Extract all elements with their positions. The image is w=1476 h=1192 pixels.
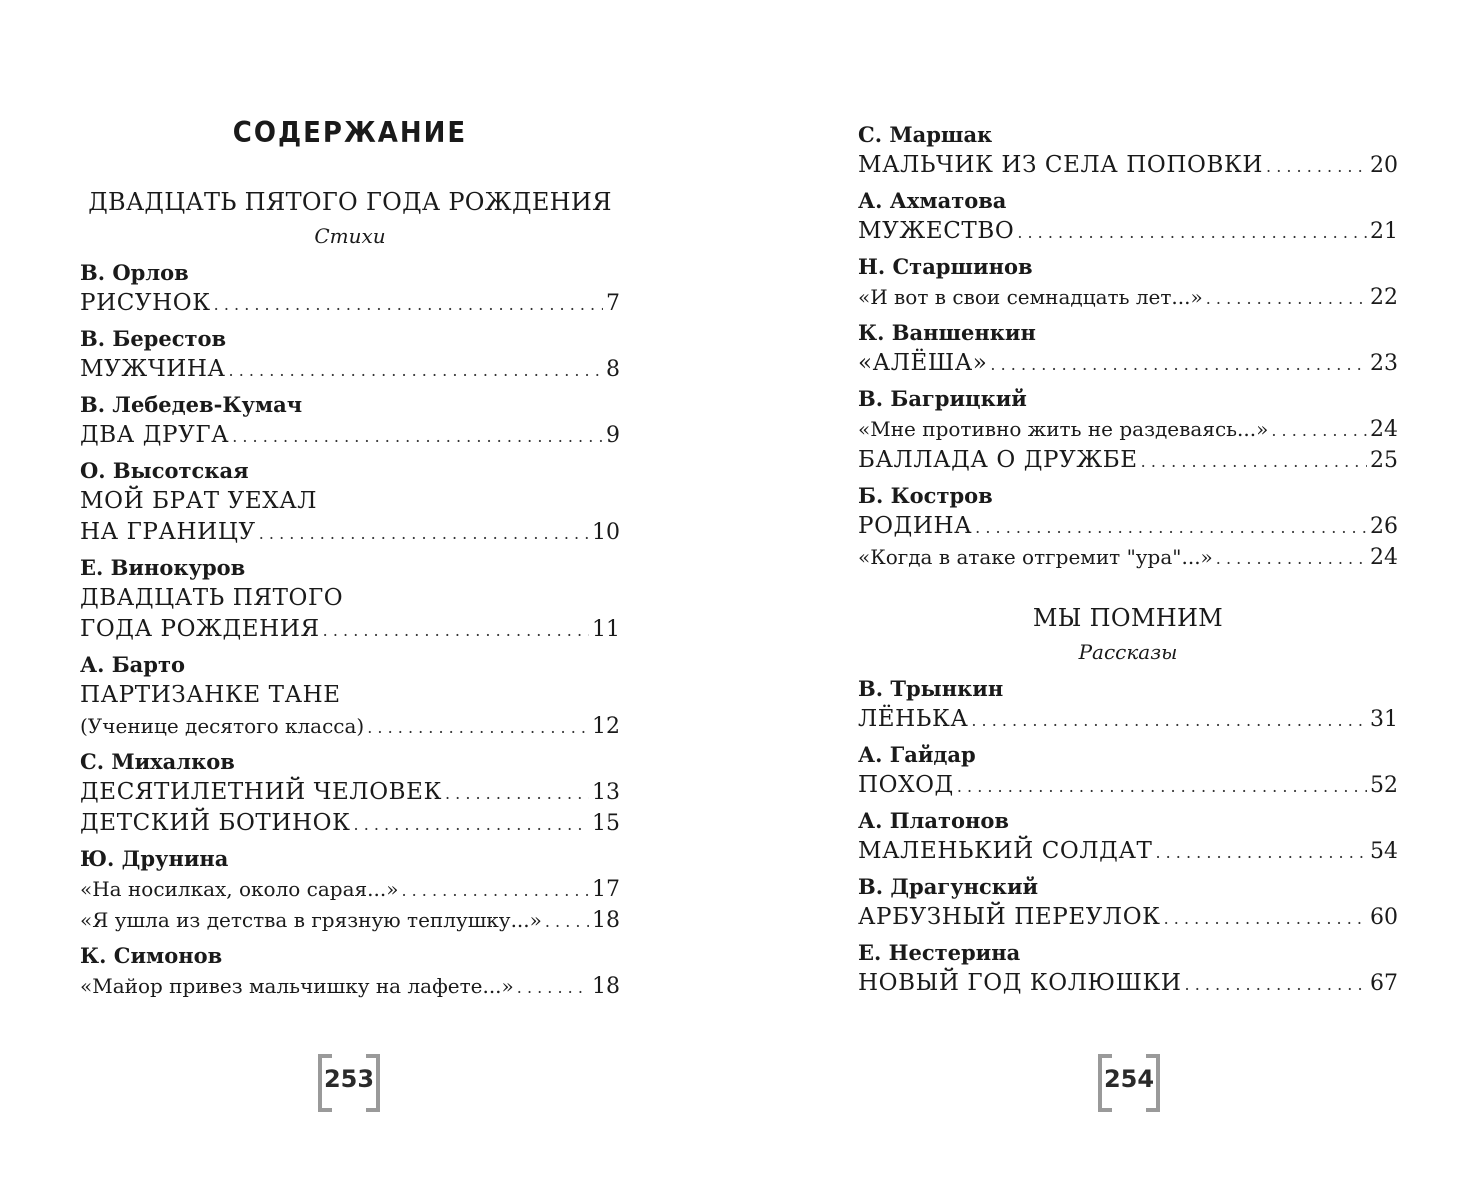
leader-dots [1017, 217, 1367, 248]
page-number-right: 254 [1098, 1054, 1160, 1104]
toc-entry[interactable] [858, 542, 1398, 573]
leader-dots [990, 349, 1367, 380]
entry-page: 12 [592, 714, 620, 739]
entry-title-line[interactable]: МОЙ БРАТ УЕХАЛ [80, 488, 318, 514]
leader-dots [957, 771, 1367, 802]
entry-page: 8 [606, 357, 620, 382]
toc-author: С. Маршак [858, 122, 993, 147]
toc-author: К. Ваншенкин [858, 320, 1036, 345]
toc-entry[interactable] [858, 968, 1398, 999]
entry-title: «И вот в свои семнадцать лет...» [858, 285, 1203, 309]
entry-title: ГОДА РОЖДЕНИЯ [80, 616, 320, 642]
entry-title: БАЛЛАДА О ДРУЖБЕ [858, 447, 1138, 473]
leader-dots [259, 518, 589, 549]
entry-title: ДВА ДРУГА [80, 422, 230, 448]
leader-dots [445, 778, 589, 809]
entry-page: 7 [606, 291, 620, 316]
entry-page: 15 [592, 811, 620, 836]
leader-dots [1141, 446, 1367, 477]
leader-dots [1216, 543, 1367, 574]
entry-page: 52 [1370, 773, 1398, 798]
entry-title: МАЛЬЧИК ИЗ СЕЛА ПОПОВКИ [858, 152, 1264, 178]
entry-title: МУЖЧИНА [80, 356, 226, 382]
entry-title: «На носилках, около сарая...» [80, 877, 399, 901]
section-title-stories: МЫ ПОМНИМ [1032, 604, 1224, 632]
toc-entry[interactable] [80, 971, 620, 1002]
toc-entries-left [80, 258, 620, 1002]
entry-page: 25 [1370, 448, 1398, 473]
entry-title: «Я ушла из детства в грязную теплушку...» [80, 908, 542, 932]
entry-title: РОДИНА [858, 513, 973, 539]
leader-dots [232, 421, 603, 452]
entry-page: 21 [1370, 219, 1398, 244]
entry-page: 11 [592, 617, 620, 642]
leader-dots [1266, 151, 1367, 182]
toc-author: Ю. Друнина [80, 846, 229, 871]
entry-page: 13 [592, 780, 620, 805]
entry-title: ЛЁНЬКА [858, 706, 969, 732]
toc-entry[interactable] [80, 420, 620, 451]
entry-title-line[interactable]: ДВАДЦАТЬ ПЯТОГО [80, 585, 344, 611]
toc-author: В. Драгунский [858, 874, 1039, 899]
toc-author: А. Платонов [858, 808, 1009, 833]
leader-dots [323, 615, 589, 646]
entry-page: 54 [1370, 839, 1398, 864]
entry-title: НА ГРАНИЦУ [80, 519, 256, 545]
entry-title: «Майор привез мальчишку на лафете...» [80, 974, 514, 998]
leader-dots [1185, 969, 1367, 1000]
leader-dots [367, 712, 589, 743]
toc-entry[interactable] [858, 150, 1398, 181]
entry-title: МАЛЕНЬКИЙ СОЛДАТ [858, 838, 1153, 864]
entry-page: 9 [606, 423, 620, 448]
toc-entry[interactable] [858, 704, 1398, 735]
toc-entry[interactable] [80, 777, 620, 808]
entry-page: 23 [1370, 351, 1398, 376]
entry-title: РИСУНОК [80, 290, 211, 316]
toc-author: В. Лебедев-Кумач [80, 392, 303, 417]
toc-author: О. Высотская [80, 458, 249, 483]
toc-author: А. Барто [80, 652, 185, 677]
entry-title: НОВЫЙ ГОД КОЛЮШКИ [858, 970, 1182, 996]
toc-entry[interactable] [80, 354, 620, 385]
toc-author: В. Трынкин [858, 676, 1004, 701]
toc-author: А. Гайдар [858, 742, 976, 767]
leader-dots [1164, 903, 1367, 934]
entry-page: 17 [592, 877, 620, 902]
entry-page: 18 [592, 908, 620, 933]
page-number-left: 253 [318, 1054, 380, 1104]
toc-entries-right-bottom [858, 674, 1398, 999]
entry-title: ДЕТСКИЙ БОТИНОК [80, 810, 351, 836]
toc-entry[interactable] [858, 836, 1398, 867]
toc-entry[interactable] [858, 414, 1398, 445]
toc-entry[interactable] [858, 282, 1398, 313]
toc-entry[interactable] [858, 902, 1398, 933]
contents-heading: СОДЕРЖАНИЕ [232, 116, 468, 150]
toc-author: В. Багрицкий [858, 386, 1027, 411]
leader-dots [545, 906, 589, 937]
leader-dots [401, 875, 589, 906]
entry-title: ДЕСЯТИЛЕТНИЙ ЧЕЛОВЕК [80, 779, 442, 805]
entry-page: 24 [1370, 545, 1398, 570]
leader-dots [1155, 837, 1367, 868]
toc-author: В. Орлов [80, 260, 189, 285]
toc-author: С. Михалков [80, 749, 235, 774]
toc-entry[interactable] [858, 770, 1398, 801]
entry-page: 26 [1370, 514, 1398, 539]
toc-entry[interactable] [858, 348, 1398, 379]
leader-dots [1206, 283, 1367, 314]
entry-page: 67 [1370, 971, 1398, 996]
section-subtitle-stories: Рассказы [1078, 640, 1178, 664]
toc-entry[interactable] [80, 288, 620, 319]
leader-dots [229, 355, 603, 386]
toc-entry[interactable] [80, 808, 620, 839]
entry-title: МУЖЕСТВО [858, 218, 1015, 244]
toc-entry[interactable] [80, 874, 620, 905]
entry-title: (Ученице десятого класса) [80, 714, 365, 738]
toc-entry[interactable] [858, 511, 1398, 542]
entry-page: 10 [592, 520, 620, 545]
toc-author: Б. Костров [858, 483, 993, 508]
leader-dots [975, 512, 1367, 543]
entry-page: 24 [1370, 417, 1398, 442]
toc-entry[interactable] [80, 517, 620, 548]
toc-author: Е. Винокуров [80, 555, 246, 580]
toc-author: Е. Нестерина [858, 940, 1021, 965]
entry-title: «Когда в атаке отгремит "ура"...» [858, 545, 1213, 569]
leader-dots [971, 705, 1367, 736]
leader-dots [354, 809, 589, 840]
entry-title: АРБУЗНЫЙ ПЕРЕУЛОК [858, 904, 1161, 930]
leader-dots [1271, 415, 1367, 446]
entry-title: «АЛЁША» [858, 350, 988, 376]
toc-entry[interactable] [80, 711, 620, 742]
leader-dots [517, 972, 589, 1003]
toc-author: Н. Старшинов [858, 254, 1033, 279]
toc-entry[interactable] [80, 905, 620, 936]
entry-page: 31 [1370, 707, 1398, 732]
entry-page: 20 [1370, 153, 1398, 178]
toc-author: К. Симонов [80, 943, 223, 968]
toc-author: А. Ахматова [858, 188, 1007, 213]
entry-page: 18 [592, 974, 620, 999]
section-title-poems: ДВАДЦАТЬ ПЯТОГО ГОДА РОЖДЕНИЯ [88, 188, 612, 216]
toc-entry[interactable] [858, 216, 1398, 247]
entry-title: «Мне противно жить не раздеваясь...» [858, 417, 1269, 441]
entry-title-line[interactable]: ПАРТИЗАНКЕ ТАНЕ [80, 682, 341, 708]
entry-page: 22 [1370, 285, 1398, 310]
toc-entry[interactable] [80, 614, 620, 645]
toc-entries-right-top [858, 120, 1398, 573]
section-subtitle-poems: Стихи [314, 224, 386, 248]
entry-title: ПОХОД [858, 772, 954, 798]
toc-entry[interactable] [858, 445, 1398, 476]
entry-page: 60 [1370, 905, 1398, 930]
toc-author: В. Берестов [80, 326, 227, 351]
leader-dots [214, 289, 603, 320]
